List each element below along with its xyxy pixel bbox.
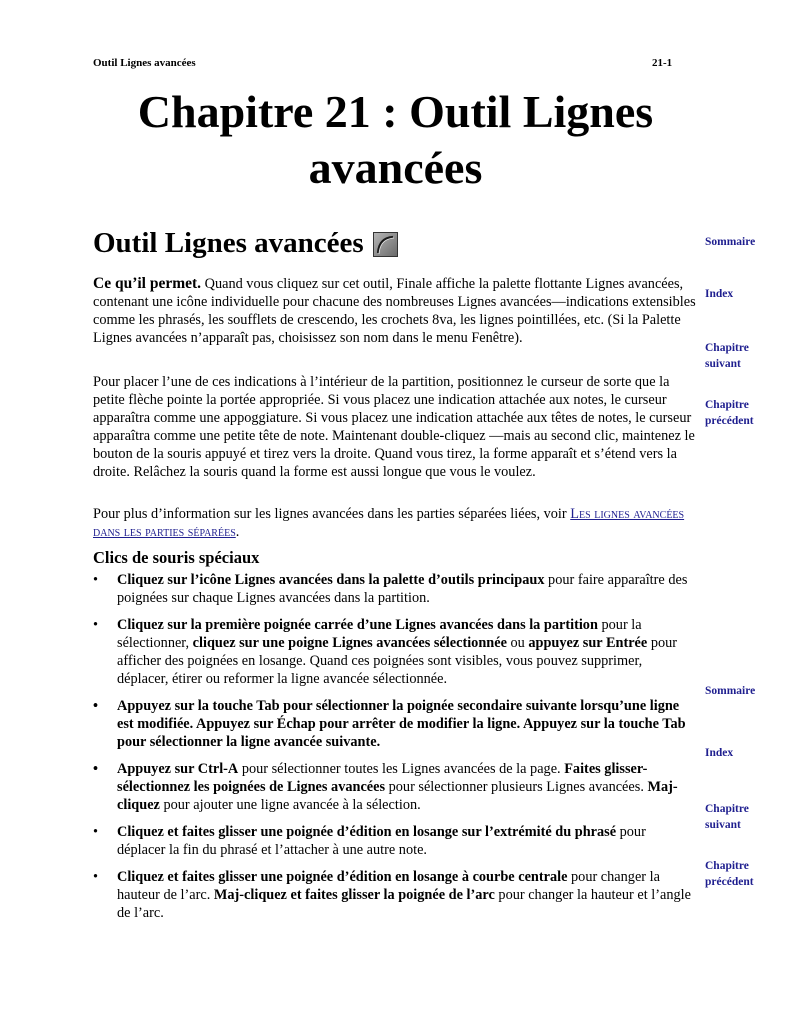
para3-end: .	[235, 524, 240, 540]
bullet-text: pour la sélectionner,	[117, 617, 642, 651]
subsection-title: Clics de souris spéciaux	[93, 548, 260, 567]
nav-next-chapter-line1: Chapitre	[705, 342, 749, 354]
chapter-title	[0, 84, 791, 196]
bullet-text: pour sélectionner plusieurs Lignes avancées.	[385, 779, 648, 795]
nav-prev-chapter-line1: Chapitre	[705, 860, 749, 872]
list-item	[93, 697, 696, 751]
bullet-bold: Appuyez sur Ctrl-A	[117, 761, 239, 777]
bullet-bold: Faites glisser-sélectionnez les poignées de Lignes avancées	[117, 761, 648, 795]
bullet-text: pour afficher des poignées en losange. Quand ces poignées sont visibles, vous pouvez supprimer, déplacer, étirer ou reformer la ligne avancée sélectionnée.	[117, 635, 678, 687]
bullet-marker: •	[93, 698, 99, 714]
bullet-bold: appuyez sur Entrée	[528, 635, 648, 651]
bullet-bold: Cliquez et faites glisser une poignée d’édition en losange à courbe centrale	[117, 869, 568, 885]
list-item	[93, 868, 696, 922]
list-item	[93, 616, 696, 688]
bullet-marker: •	[93, 617, 99, 633]
nav-next-chapter-line2: suivant	[705, 357, 741, 370]
bullet-marker: •	[93, 869, 99, 885]
list-item	[93, 571, 696, 607]
nav-prev-chapter-link[interactable]	[705, 859, 754, 890]
intro-lead: Ce qu’il permet.	[93, 275, 202, 292]
para3-text: Pour plus d’information sur les lignes avancées dans les parties séparées liées, voir	[93, 506, 571, 522]
bullet-bold: Appuyez sur la touche Tab pour sélectionner la poignée secondaire suivante lorsqu’une ligne est modifiée. Appuyez sur Échap pour arrêter de modifier la ligne. Appuyez sur la touche Tab pour sélectionner la ligne avancée suivante.	[117, 698, 686, 750]
bullet-bold: Cliquez sur la première poignée carrée d’une Lignes avancées dans la partition	[117, 617, 598, 633]
bullet-text: pour ajouter une ligne avancée à la sélection.	[159, 797, 421, 813]
list-item	[93, 760, 696, 814]
nav-next-chapter-line2: suivant	[705, 818, 741, 831]
para2-text: Pour placer l’une de ces indications à l’intérieur de la partition, positionnez le curseur de sorte que la petite flèche pointe la portée appropriée. Si vous placez une indication attachée aux notes, le curseur apparaîtra comme une appoggiature. Si vous placez une indication attachée aux têtes de notes, le curseur apparaîtra comme une petite tête de note. Maintenant double-cliquez —mais au second clic, maintenez le bouton de la souris appuyé et tirez vers la droite. Quand vous tirez, la forme apparaît et s’étend vers la droite. Relâchez la souris quand la forme est aussi longue que vous le voulez.	[93, 374, 695, 480]
nav-sommaire-link[interactable]: Sommaire	[705, 236, 756, 248]
section-title-text: Outil Lignes avancées	[93, 227, 364, 259]
bullet-marker: •	[93, 761, 99, 777]
bullet-text: pour sélectionner toutes les Lignes avancées de la page.	[238, 761, 565, 777]
bullet-text: pour changer la hauteur de l’arc.	[117, 869, 660, 903]
bullet-text: pour déplacer la fin du phrasé et l’attacher à une autre note.	[117, 824, 646, 858]
bullet-bold: Cliquez et faites glisser une poignée d’édition en losange sur l’extrémité du phrasé	[117, 824, 617, 840]
bullet-marker: •	[93, 824, 99, 840]
smart-shape-tool-icon	[373, 232, 398, 257]
nav-prev-chapter-line1: Chapitre	[705, 399, 749, 411]
intro-paragraph	[93, 275, 696, 347]
chapter-title-line2: avancées	[308, 142, 483, 193]
bullet-text: pour changer la hauteur et l’angle de l’arc.	[117, 887, 691, 921]
intro-text: Quand vous cliquez sur cet outil, Finale affiche la palette flottante Lignes avancées, contenant une icône individuelle pour chacune des nombreuses Lignes avancées—indications extensibles comme les phrasés, les soufflets de crescendo, les crochets 8va, les lignes pointillées, etc. (Si la Palette Lignes avancées n’apparaît pas, choisissez son nom dans le menu Fenêtre).	[93, 276, 696, 346]
nav-index-link[interactable]: Index	[705, 288, 734, 300]
bullet-text: pour faire apparaître des poignées sur chaque Lignes avancées dans la partition.	[117, 572, 688, 606]
nav-next-chapter-link[interactable]	[705, 802, 749, 833]
body-paragraph-3	[93, 505, 696, 541]
bullet-marker: •	[93, 572, 99, 588]
nav-prev-chapter-line2: précédent	[705, 875, 754, 888]
bullet-bold: Maj-cliquez	[117, 779, 678, 813]
page-number: 21-1	[652, 57, 673, 69]
xref-link-parts[interactable]: Les lignes avancées dans les parties séparées	[93, 506, 685, 540]
running-title: Outil Lignes avancées	[93, 57, 196, 69]
nav-next-chapter-line1: Chapitre	[705, 803, 749, 815]
nav-prev-chapter-link[interactable]	[705, 398, 754, 429]
nav-prev-chapter-line2: précédent	[705, 414, 754, 427]
bullet-bold: Maj-cliquez et faites glisser la poignée de l’arc	[213, 887, 495, 903]
section-title	[93, 226, 398, 260]
nav-next-chapter-link[interactable]	[705, 341, 749, 372]
bullet-list	[93, 571, 696, 931]
body-paragraph-2	[93, 373, 696, 481]
bullet-bold: Cliquez sur l’icône Lignes avancées dans la palette d’outils principaux	[117, 572, 545, 588]
nav-index-link[interactable]: Index	[705, 747, 734, 759]
bullet-bold: cliquez sur une poigne Lignes avancées sélectionnée	[192, 635, 507, 651]
nav-sommaire-link[interactable]: Sommaire	[705, 685, 756, 697]
list-item	[93, 823, 696, 859]
bullet-text: ou	[506, 635, 529, 651]
chapter-title-line1: Chapitre 21 : Outil Lignes	[137, 86, 654, 137]
